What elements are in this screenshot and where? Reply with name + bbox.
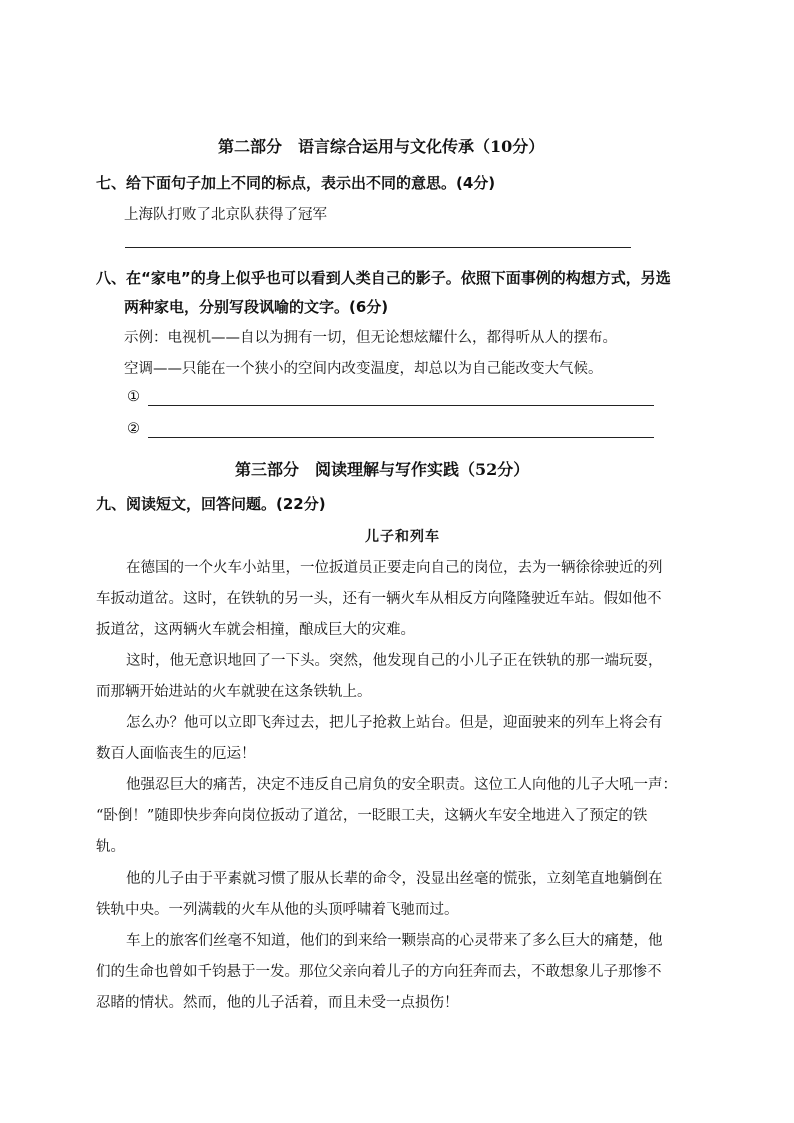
q8-prompt-line2: 两种家电，分别写段讽喻的文字。(6分): [124, 298, 389, 316]
passage-line: 怎么办？他可以立即飞奔过去，把儿子抢救上站台。但是，迎面驶来的列车上将会有: [126, 715, 663, 731]
passage-line: “卧倒！”随即快步奔向岗位扳动了道岔，一眨眼工夫，这辆火车安全地进入了预定的铁: [96, 808, 648, 824]
passage-line: 们的生命也曾如千钧悬于一发。那位父亲向着儿子的方向狂奔而去，不敢想象儿子那惨不: [96, 964, 662, 980]
passage-line: 他强忍巨大的痛苦，决定不违反自己肩负的安全职责。这位工人向他的儿子大吼一声：: [126, 777, 677, 793]
q8-answer-line-2[interactable]: [148, 437, 654, 438]
q7-sentence: 上海队打败了北京队获得了冠军: [124, 207, 327, 223]
q8-prompt-line1: 八、在“家电”的身上似乎也可以看到人类自己的影子。依照下面事例的构想方式，另选: [96, 269, 671, 287]
q7-answer-line[interactable]: [125, 247, 631, 248]
passage-line: 轨。: [96, 839, 125, 855]
q8-example-2: 空调——只能在一个狭小的空间内改变温度，却总以为自己能改变大气候。: [124, 361, 603, 377]
passage-line: 他的儿子由于平素就习惯了服从长辈的命令，没显出丝毫的慌张，立刻笔直地躺倒在: [126, 871, 663, 887]
passage-line: 车扳动道岔。这时，在铁轨的另一头，还有一辆火车从相反方向隆隆驶近车站。假如他不: [96, 591, 662, 607]
passage-line: 这时，他无意识地回了一下头。突然，他发现自己的小儿子正在铁轨的那一端玩耍，: [126, 653, 663, 669]
passage-line: 车上的旅客们丝毫不知道，他们的到来给一颗崇高的心灵带来了多么巨大的痛楚，他: [126, 933, 663, 949]
q8-answer-line-1[interactable]: [148, 405, 654, 406]
q8-blank2-marker: ②: [127, 421, 140, 437]
part2-title: 第二部分 语言综合运用与文化传承（10分）: [218, 137, 545, 156]
part3-title: 第三部分 阅读理解与写作实践（52分）: [235, 460, 530, 479]
passage-line: 而那辆开始进站的火车就驶在这条铁轨上。: [96, 684, 372, 700]
q9-prompt: 九、阅读短文，回答问题。(22分): [96, 495, 326, 513]
story-title: 儿子和列车: [365, 529, 440, 545]
passage-line: 铁轨中央。一列满载的火车从他的头顶呼啸着飞驰而过。: [96, 902, 459, 918]
q7-prompt: 七、给下面句子加上不同的标点，表示出不同的意思。(4分): [96, 174, 496, 192]
passage-line: 数百人面临丧生的厄运！: [96, 746, 256, 762]
passage-line: 在德国的一个火车小站里，一位扳道员正要走向自己的岗位，去为一辆徐徐驶近的列: [126, 560, 663, 576]
q8-blank1-marker: ①: [127, 389, 140, 405]
passage-line: 扳道岔，这两辆火车就会相撞，酿成巨大的灾难。: [96, 622, 415, 638]
q8-example-1: 示例：电视机——自以为拥有一切，但无论想炫耀什么，都得听从人的摆布。: [124, 330, 617, 346]
passage-line: 忍睹的情状。然而，他的儿子活着，而且未受一点损伤！: [96, 995, 459, 1011]
